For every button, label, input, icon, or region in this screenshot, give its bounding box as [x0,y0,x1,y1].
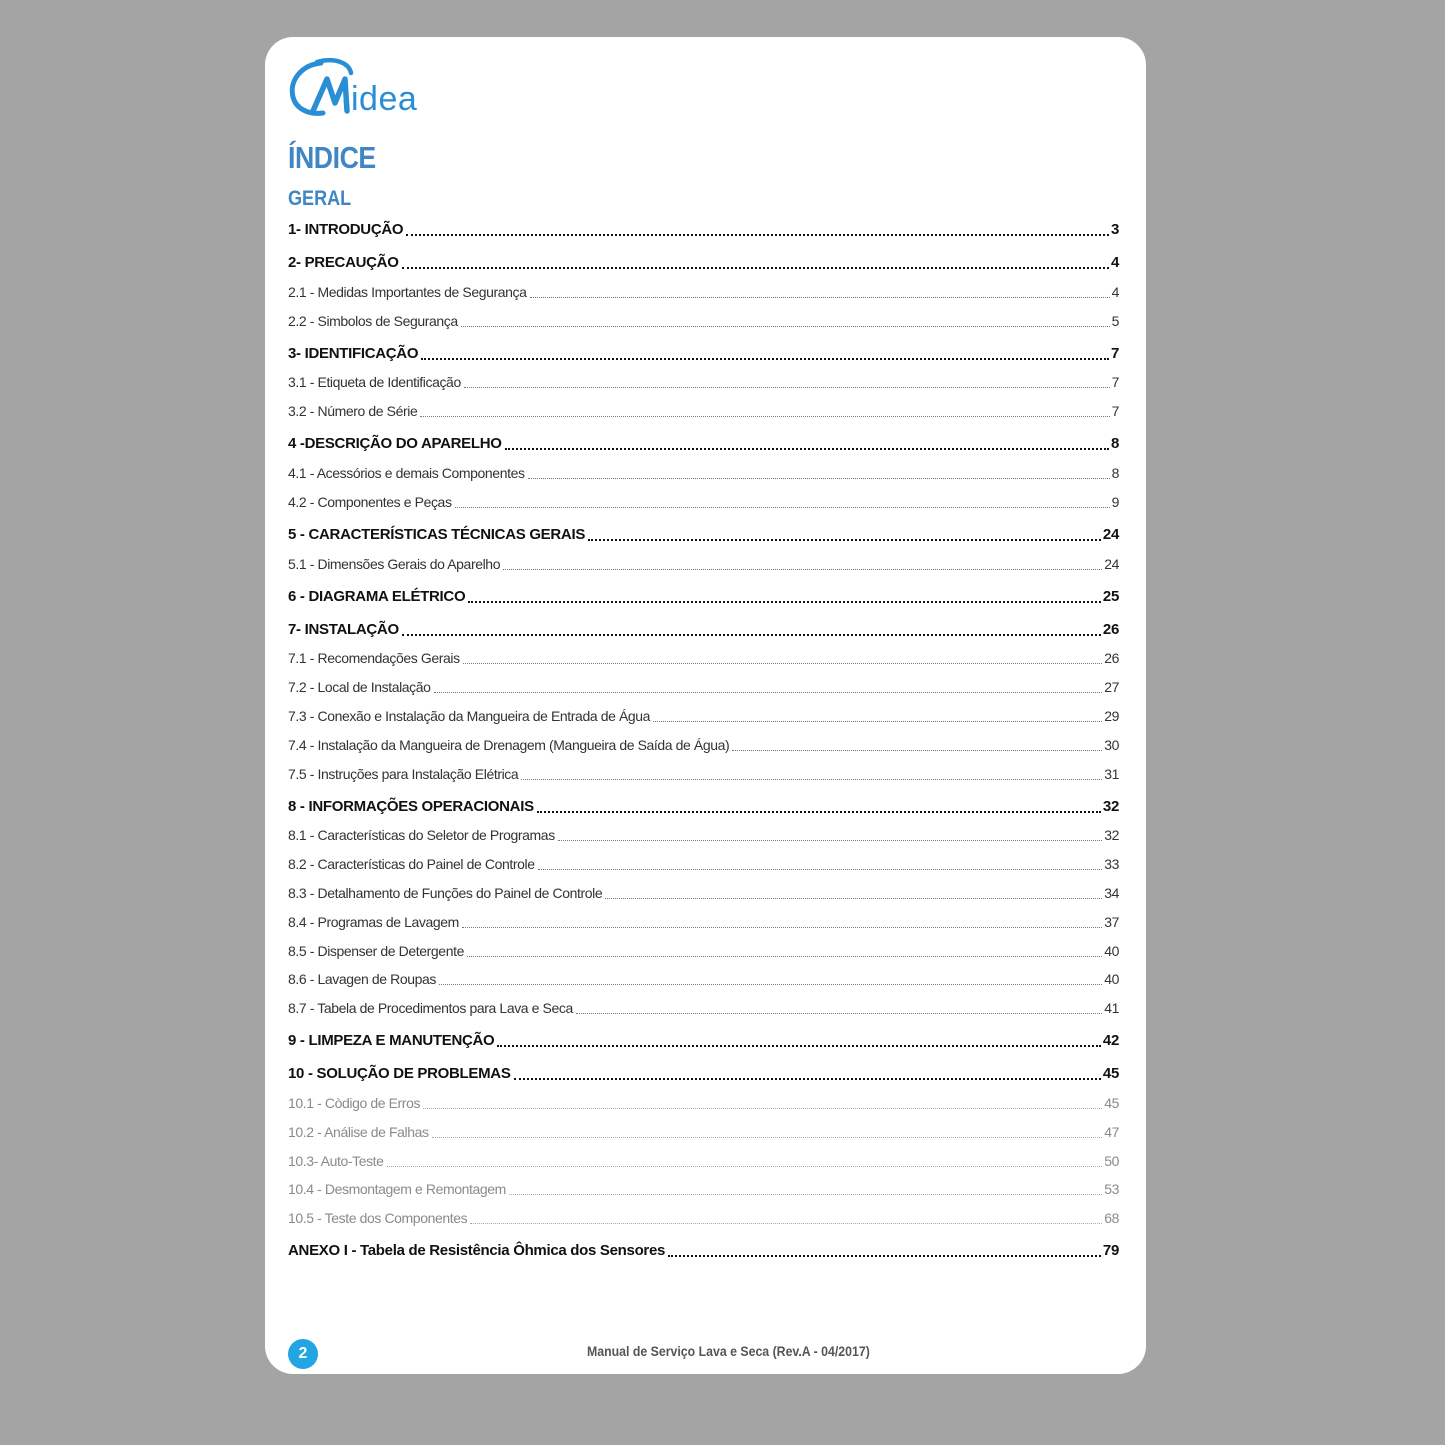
toc-entry[interactable] [288,938,1119,962]
toc-entry-page: 37 [1104,913,1119,930]
toc-entry[interactable] [288,645,1119,669]
toc-dot-leader [423,1107,1102,1109]
toc-entry-label: 7.5 - Instruções para Instalação Elétrica [288,765,519,782]
toc-entry-label: 5.1 - Dimensões Gerais do Aparelho [288,555,501,572]
toc-entry-page: 24 [1102,525,1119,543]
toc-entry-label: 8.5 - Dispenser de Detergente [288,942,464,959]
toc-dot-leader [461,325,1110,327]
toc-entry[interactable] [288,431,1119,455]
toc-entry[interactable] [288,995,1119,1019]
toc-dot-leader [528,477,1110,479]
toc-entry-label: 10.1 - Còdigo de Erros [288,1095,421,1111]
toc-entry-page: 24 [1104,555,1119,572]
toc-entry-label: 2.1 - Medidas Importantes de Segurança [288,283,527,300]
toc-entry-label: 10.4 - Desmontagem e Remontagem [288,1181,506,1198]
toc-entry-label: 4.1 - Acessórios e demais Componentes [288,465,525,481]
toc-dot-leader [434,691,1103,693]
page-title: ÍNDICE [288,140,376,175]
toc-dot-leader [421,357,1109,360]
toc-dot-leader [455,506,1110,508]
toc-dot-leader [503,568,1102,570]
section-heading: GERAL [288,187,352,210]
footer-text: Manual de Serviço Lava e Seca (Rev.A - 04/2017) [587,1343,870,1359]
midea-logo-icon [287,53,447,121]
toc-entry-page: 40 [1104,971,1119,988]
toc-entry[interactable] [288,489,1119,513]
toc-dot-leader [732,749,1102,751]
toc-entry-page: 25 [1102,587,1119,605]
toc-entry-label: 8.3 - Detalhamento de Funções do Painel de Controle [288,885,603,901]
toc-entry-label: 8.4 - Programas de Lavagem [288,913,459,930]
toc-entry-label: 5 - CARACTERÍSTICAS TÉCNICAS GERAIS [288,525,586,543]
toc-entry-label: 7.2 - Local de Instalação [288,679,431,696]
toc-dot-leader [402,633,1101,636]
toc-dot-leader [537,810,1101,813]
toc-entry-page: 32 [1104,827,1119,844]
toc-entry-label: 8.7 - Tabela de Procedimentos para Lava e Seca [288,1000,573,1017]
toc-dot-leader [387,1165,1103,1167]
toc-entry[interactable] [288,369,1119,393]
toc-entry-page: 26 [1102,620,1119,638]
toc-entry-label: 8.2 - Características do Painel de Controle [288,856,535,873]
toc-entry[interactable] [288,851,1119,875]
toc-entry-page: 42 [1102,1032,1119,1050]
toc-entry[interactable] [288,1205,1119,1229]
toc-entry-page: 34 [1104,885,1119,901]
document-page [265,37,1146,1374]
toc-entry[interactable] [288,703,1119,727]
midea-logo [287,53,447,121]
toc-entry[interactable] [288,341,1119,365]
toc-entry-label: 7- INSTALAÇÃO [288,620,399,638]
toc-dot-leader [505,447,1109,450]
toc-entry[interactable] [288,822,1119,846]
toc-entry[interactable] [288,551,1119,575]
toc-entry-label: 4.2 - Componentes e Peças [288,493,452,510]
toc-dot-leader [464,386,1110,388]
toc-dot-leader [588,538,1101,541]
toc-entry-page: 27 [1104,679,1119,696]
toc-dot-leader [538,868,1103,870]
toc-entry-page: 26 [1104,650,1119,667]
toc-entry-label: 10.3- Auto-Teste [288,1152,384,1169]
toc-entry[interactable] [288,460,1119,484]
toc-dot-leader [521,778,1102,780]
toc-entry-label: 2.2 - Simbolos de Segurança [288,312,458,329]
toc-entry-page: 3 [1110,221,1119,238]
toc-entry[interactable] [288,1176,1119,1200]
toc-dot-leader [463,662,1103,664]
toc-entry-page: 47 [1104,1123,1119,1140]
toc-entry[interactable] [288,1061,1119,1085]
toc-dot-leader [470,1222,1102,1224]
toc-entry-page: 40 [1104,942,1119,959]
toc-entry-label: 3.1 - Etiqueta de Identificação [288,374,461,391]
toc-entry[interactable] [288,584,1119,608]
page-number-badge: 2 [288,1339,318,1369]
toc-entry[interactable] [288,909,1119,933]
toc-entry-label: 8.1 - Características do Seletor de Programas [288,827,555,844]
toc-entry[interactable] [288,308,1119,332]
toc-entry-page: 41 [1104,1000,1119,1017]
toc-dot-leader [406,233,1109,236]
toc-dot-leader [668,1254,1101,1257]
toc-dot-leader [467,955,1102,957]
toc-entry[interactable] [288,279,1119,303]
toc-entry-label: 3- IDENTIFICAÇÃO [288,344,419,362]
toc-entry-label: 10.5 - Teste dos Componentes [288,1210,468,1227]
toc-entry-page: 50 [1104,1152,1119,1169]
toc-entry[interactable] [288,1119,1119,1143]
toc-entry[interactable] [288,880,1119,904]
toc-dot-leader [558,839,1102,841]
toc-dot-leader [462,926,1102,928]
toc-entry-label: 8.6 - Lavagen de Roupas [288,971,437,988]
toc-dot-leader [402,266,1109,269]
toc-entry-page: 53 [1104,1181,1119,1198]
toc-entry-page: 4 [1111,283,1119,300]
toc-entry-page: 31 [1104,765,1119,782]
toc-dot-leader [530,296,1110,298]
toc-entry[interactable] [288,217,1119,241]
toc-entry[interactable] [288,617,1119,641]
toc-entry-page: 9 [1111,493,1119,510]
toc-entry-label: 7.4 - Instalação da Mangueira de Drenagem (Mangueira de Saída de Água) [288,736,730,753]
toc-dot-leader [432,1136,1103,1138]
toc-entry-label: 3.2 - Número de Série [288,403,418,420]
toc-entry-label: ANEXO I - Tabela de Resistência Ôhmica dos Sensores [288,1242,666,1260]
toc-dot-leader [576,1012,1102,1014]
toc-entry-page: 5 [1111,312,1119,329]
toc-dot-leader [514,1077,1101,1080]
toc-entry-page: 7 [1111,374,1119,391]
toc-entry-page: 7 [1111,403,1119,420]
toc-dot-leader [468,600,1101,603]
toc-entry[interactable] [288,398,1119,422]
toc-entry[interactable] [288,761,1119,785]
toc-entry[interactable] [288,674,1119,698]
toc-entry-label: 10 - SOLUÇÃO DE PROBLEMAS [288,1065,511,1083]
toc-entry-label: 1- INTRODUÇÃO [288,221,404,238]
toc-entry-page: 32 [1102,797,1119,815]
toc-entry-page: 33 [1104,856,1119,873]
toc-entry-label: 4 -DESCRIÇÃO DO APARELHO [288,435,502,453]
toc-entry-label: 10.2 - Análise de Falhas [288,1123,429,1140]
toc-entry[interactable] [288,1238,1119,1262]
toc-entry-page: 45 [1104,1095,1119,1111]
toc-entry-label: 7.3 - Conexão e Instalação da Mangueira de Entrada de Água [288,708,651,724]
toc-entry-page: 45 [1102,1065,1119,1083]
toc-dot-leader [420,415,1109,417]
toc-entry-page: 29 [1104,708,1119,724]
toc-dot-leader [605,897,1102,899]
toc-entry[interactable] [288,794,1119,818]
toc-entry[interactable] [288,522,1119,546]
toc-entry-page: 8 [1110,435,1119,453]
toc-entry-label: 7.1 - Recomendações Gerais [288,650,460,667]
toc-entry-page: 8 [1111,465,1119,481]
toc-dot-leader [509,1193,1102,1195]
toc-dot-leader [497,1044,1100,1047]
toc-dot-leader [439,983,1102,985]
toc-entry-label: 9 - LIMPEZA E MANUTENÇÃO [288,1032,495,1050]
toc-entry[interactable] [288,1090,1119,1114]
toc-entry-page: 4 [1110,254,1119,271]
toc-entry[interactable] [288,966,1119,990]
toc-entry-page: 7 [1110,344,1119,362]
toc-dot-leader [653,720,1102,722]
toc-entry-label: 8 - INFORMAÇÕES OPERACIONAIS [288,797,534,815]
toc-entry[interactable] [288,250,1119,274]
svg-text:idea: idea [351,80,418,118]
toc-entry-page: 68 [1104,1210,1119,1227]
toc-entry[interactable] [288,732,1119,756]
toc-entry[interactable] [288,1148,1119,1172]
toc-entry-page: 79 [1102,1242,1119,1260]
toc-entry-label: 6 - DIAGRAMA ELÉTRICO [288,587,466,605]
toc-entry-label: 2- PRECAUÇÃO [288,254,399,271]
toc-entry-page: 30 [1104,736,1119,753]
toc-entry[interactable] [288,1028,1119,1052]
